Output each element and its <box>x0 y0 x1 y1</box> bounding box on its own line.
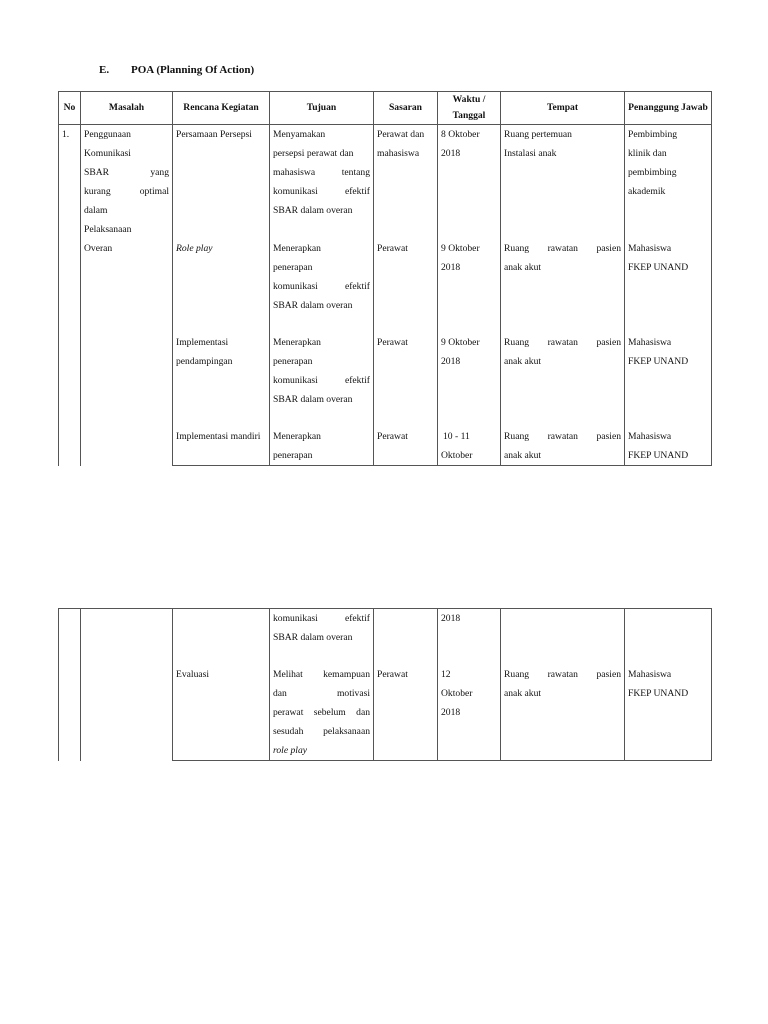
cell-kegiatan: Implementasi mandiri <box>173 427 270 466</box>
cell-masalah <box>81 609 173 761</box>
cell-sasaran <box>374 609 438 666</box>
cell-kegiatan: Implementasi pendampingan <box>173 333 270 427</box>
cell-penanggung-jawab <box>625 609 712 666</box>
cell-no: 1. <box>59 125 81 466</box>
cell-tempat <box>501 609 625 666</box>
header-no: No <box>59 92 81 125</box>
cell-penanggung-jawab: Mahasiswa FKEP UNAND <box>625 665 712 761</box>
cell-waktu: 9 Oktober 2018 <box>438 333 501 427</box>
header-tujuan: Tujuan <box>270 92 374 125</box>
cell-tujuan: Menerapkan penerapan komunikasi efektif SBAR dalam overan <box>270 333 374 427</box>
cell-waktu: 8 Oktober 2018 <box>438 125 501 240</box>
cell-kegiatan <box>173 609 270 666</box>
section-title: POA (Planning Of Action) <box>131 64 255 76</box>
cell-penanggung-jawab: Pembimbing klinik dan pembimbing akademik <box>625 125 712 240</box>
table-row <box>59 609 712 666</box>
cell-waktu: 2018 <box>438 609 501 666</box>
cell-sasaran: Perawat <box>374 333 438 427</box>
cell-sasaran: Perawat dan mahasiswa <box>374 125 438 240</box>
cell-tujuan: komunikasi efektif SBAR dalam overan <box>270 609 374 666</box>
cell-tempat: Ruang rawatan pasien anak akut <box>501 333 625 427</box>
header-sasaran: Sasaran <box>374 92 438 125</box>
header-penanggung-jawab: Penanggung Jawab <box>625 92 712 125</box>
cell-tempat: Ruang rawatan pasien anak akut <box>501 427 625 466</box>
cell-kegiatan: Persamaan Persepsi <box>173 125 270 240</box>
cell-no <box>59 609 81 761</box>
section-heading <box>99 64 254 76</box>
cell-tujuan: Menerapkan penerapan <box>270 427 374 466</box>
cell-tujuan: Menyamakan persepsi perawat dan mahasiswa tentang komunikasi efektif SBAR dalam overan <box>270 125 374 240</box>
cell-tempat: Ruang rawatan pasien anak akut <box>501 239 625 333</box>
header-waktu-tanggal: Waktu / Tanggal <box>438 92 501 125</box>
cell-penanggung-jawab: Mahasiswa FKEP UNAND <box>625 427 712 466</box>
poa-table-continued <box>58 608 712 761</box>
masalah-line-sbar: SBAR yang <box>84 167 169 178</box>
header-rencana-kegiatan: Rencana Kegiatan <box>173 92 270 125</box>
cell-kegiatan: Role play <box>173 239 270 333</box>
cell-tujuan: Menerapkan penerapan komunikasi efektif SBAR dalam overan <box>270 239 374 333</box>
poa-table <box>58 91 712 466</box>
cell-waktu: 12 Oktober 2018 <box>438 665 501 761</box>
cell-penanggung-jawab: Mahasiswa FKEP UNAND <box>625 333 712 427</box>
header-tempat: Tempat <box>501 92 625 125</box>
header-masalah: Masalah <box>81 92 173 125</box>
cell-tujuan: Melihat kemampuan dan motivasi perawat sebelum dan sesudah pelaksanaan role play <box>270 665 374 761</box>
cell-sasaran: Perawat <box>374 665 438 761</box>
masalah-line-kurang: kurang optimal <box>84 186 169 197</box>
cell-tempat: Ruang pertemuan Instalasi anak <box>501 125 625 240</box>
cell-sasaran: Perawat <box>374 427 438 466</box>
cell-penanggung-jawab: Mahasiswa FKEP UNAND <box>625 239 712 333</box>
cell-waktu: 10 - 11 Oktober <box>438 427 501 466</box>
cell-kegiatan: Evaluasi <box>173 665 270 761</box>
cell-sasaran: Perawat <box>374 239 438 333</box>
cell-waktu: 9 Oktober 2018 <box>438 239 501 333</box>
cell-tempat: Ruang rawatan pasien anak akut <box>501 665 625 761</box>
table-row <box>59 125 712 240</box>
cell-masalah: Penggunaan Komunikasi SBAR yang kurang optimal dalam Pelaksanaan Overan <box>81 125 173 466</box>
section-letter: E. <box>99 64 110 76</box>
